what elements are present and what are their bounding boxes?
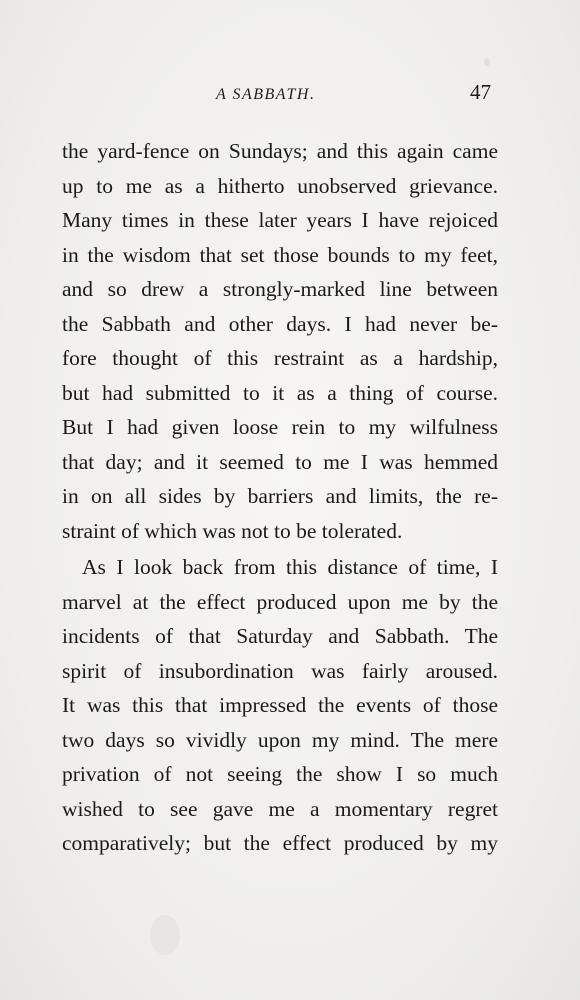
text-line: As I look back from this distance of time, I [82,555,498,579]
text-line: privation of not seeing the show I so much [62,762,498,786]
text-line: spirit of insubordination was fairly aroused. [62,658,498,683]
text-line: that day; and it seemed to me I was hemmed [62,449,498,474]
paper-spot [484,58,490,66]
running-head [0,80,580,110]
text-line: wished to see gave me a momentary regret [62,796,498,821]
paragraph-1 [62,134,498,548]
text-line: fore thought of this restraint as a hardship, [62,346,498,370]
text-line: and so drew a strongly-marked line between [62,277,498,301]
text-line: the yard-fence on Sundays; and this again came [62,139,498,163]
text-line: in on all sides by barriers and limits, the re- [62,484,498,508]
running-title: A SABBATH. [216,86,316,103]
text-line: two days so vividly upon my mind. The mere [62,727,498,752]
text-line: It was this that impressed the events of those [62,693,498,717]
text-line: Many times in these later years I have rejoiced [62,208,498,232]
page-number: 47 [470,80,491,104]
body-text [62,134,498,861]
text-line: up to me as a hitherto unobserved grievance. [62,173,498,198]
text-line: comparatively; but the effect produced by my [62,831,498,855]
text-line: incidents of that Saturday and Sabbath. The [62,624,498,648]
text-line: straint of which was not to be tolerated. [62,518,403,543]
text-line: But I had given loose rein to my wilfulness [62,415,498,439]
paragraph-2 [62,550,498,861]
text-line: but had submitted to it as a thing of course. [62,380,498,405]
paper-spot [150,915,180,955]
text-line: the Sabbath and other days. I had never be- [62,311,498,336]
text-line: in the wisdom that set those bounds to my feet, [62,242,498,267]
text-line: marvel at the effect produced upon me by the [62,589,498,614]
